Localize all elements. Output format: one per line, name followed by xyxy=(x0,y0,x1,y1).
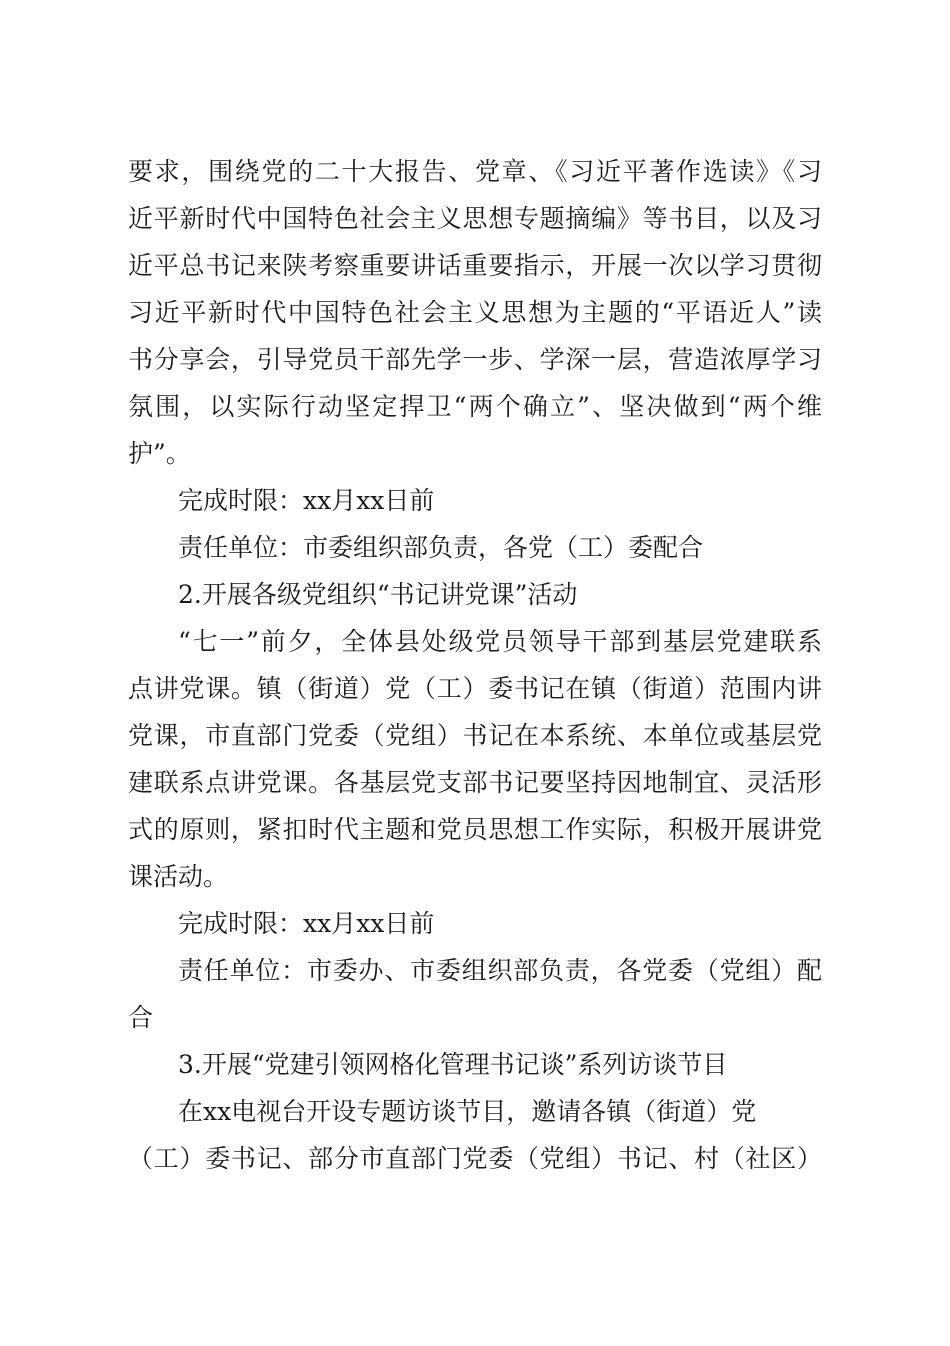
text-line: 习近平新时代中国特色社会主义思想为主题的“平语近人”读 xyxy=(128,298,822,327)
document-body xyxy=(128,148,822,1182)
text-line: 建联系点讲党课。各基层党支部书记要坚持因地制宜、灵活形 xyxy=(128,768,822,797)
text-line: 近平新时代中国特色社会主义思想专题摘编》等书目，以及习 xyxy=(128,204,822,233)
paragraph-party-lecture xyxy=(128,618,822,900)
item3-heading: 3.开展“党建引领网格化管理书记谈”系列访谈节目 xyxy=(178,1050,728,1079)
item2-heading: 2.开展各级党组织“书记讲党课”活动 xyxy=(178,580,578,609)
text-line: 书分享会，引导党员干部先学一步、学深一层，营造浓厚学习 xyxy=(128,345,822,374)
text-line: 氛围，以实际行动坚定捍卫“两个确立”、坚决做到“两个维 xyxy=(128,392,822,421)
item2-responsible-continued: 合 xyxy=(128,1003,154,1032)
text-line: “七一”前夕，全体县处级党员领导干部到基层党建联系 xyxy=(178,627,822,656)
text-line: 护”。 xyxy=(128,439,191,468)
item1-responsible: 责任单位：市委组织部负责，各党（工）委配合 xyxy=(178,533,704,562)
text-line: 近平总书记来陕考察重要讲话重要指示，开展一次以学习贯彻 xyxy=(128,251,822,280)
text-line: 要求，围绕党的二十大报告、党章、《习近平著作选读》《习 xyxy=(128,157,822,186)
text-line: 式的原则，紧扣时代主题和党员思想工作实际，积极开展讲党 xyxy=(128,815,822,844)
text-line: 点讲党课。镇（街道）党（工）委书记在镇（街道）范围内讲 xyxy=(128,674,822,703)
text-line: 党课，市直部门党委（党组）书记在本系统、本单位或基层党 xyxy=(128,721,822,750)
item2-deadline: 完成时限：xx月xx日前 xyxy=(178,909,435,938)
paragraph-reading-session xyxy=(128,148,822,477)
text-line: 在xx电视台开设专题访谈节目，邀请各镇（街道）党 xyxy=(178,1097,757,1126)
item1-deadline: 完成时限：xx月xx日前 xyxy=(178,486,435,515)
text-line: （工）委书记、部分市直部门党委（党组）书记、村（社区） xyxy=(128,1144,822,1173)
paragraph-interview-program xyxy=(128,1088,822,1182)
item2-responsible: 责任单位：市委办、市委组织部负责，各党委（党组）配 xyxy=(178,956,822,985)
text-line: 课活动。 xyxy=(128,862,229,891)
